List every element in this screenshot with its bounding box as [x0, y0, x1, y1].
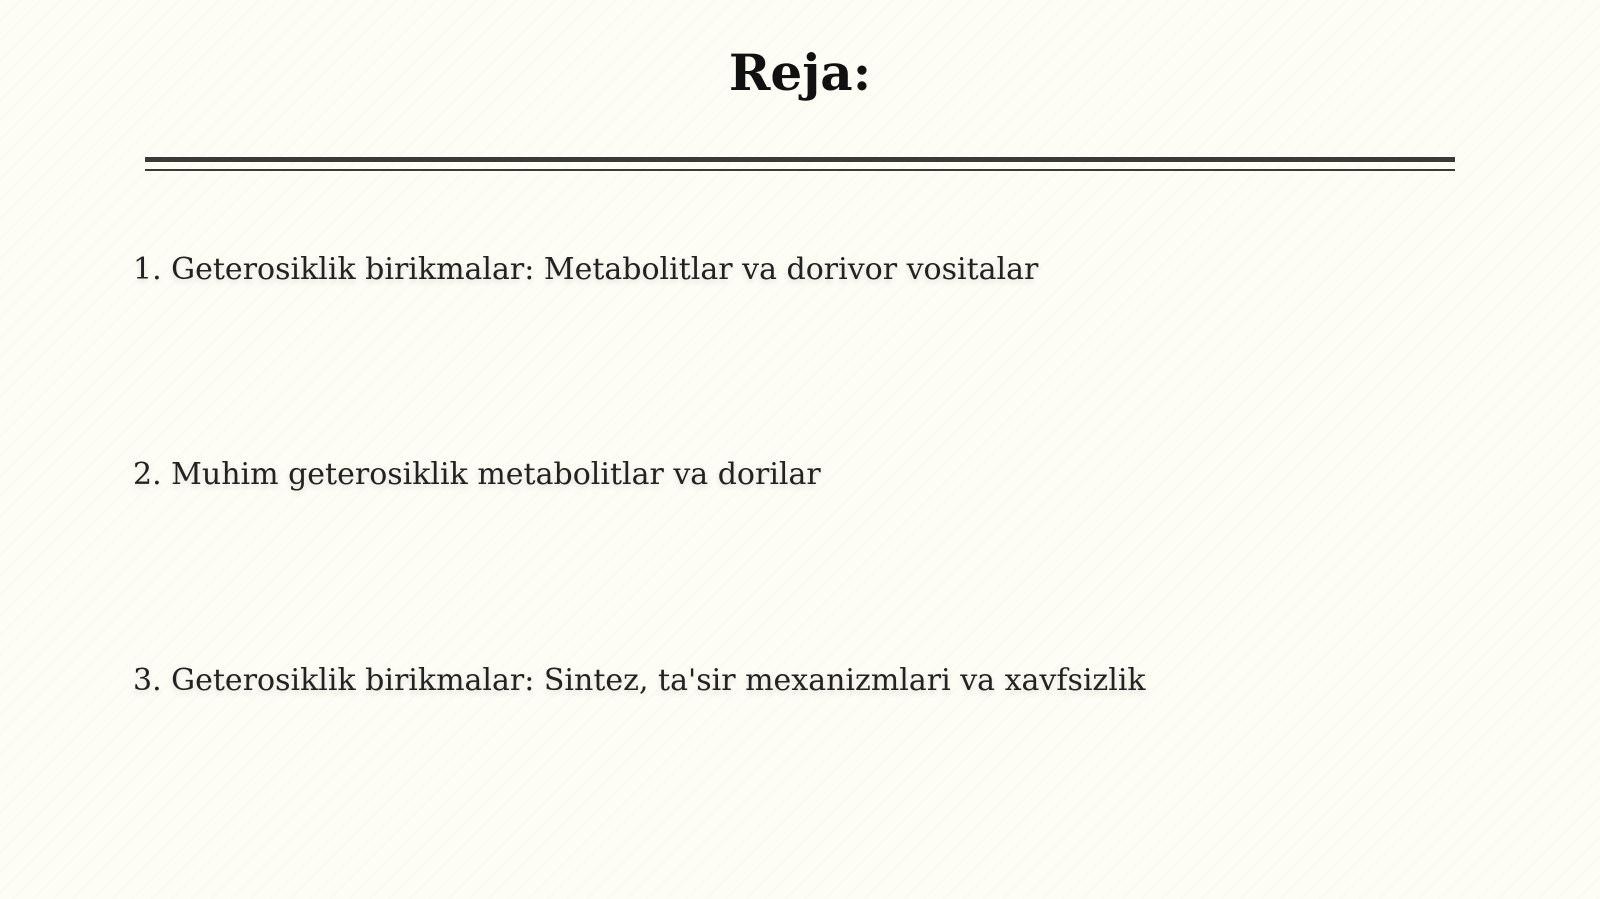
plan-item-2: 2. Muhim geterosiklik metabolitlar va dorilar — [133, 457, 821, 492]
title-divider-thin — [145, 169, 1455, 171]
slide-title: Reja: — [728, 43, 872, 102]
title-divider-thick — [145, 157, 1455, 162]
plan-item-1: 1. Geterosiklik birikmalar: Metabolitlar va dorivor vositalar — [133, 252, 1039, 287]
plan-item-3: 3. Geterosiklik birikmalar: Sintez, ta'sir mexanizmlari va xavfsizlik — [133, 663, 1146, 698]
